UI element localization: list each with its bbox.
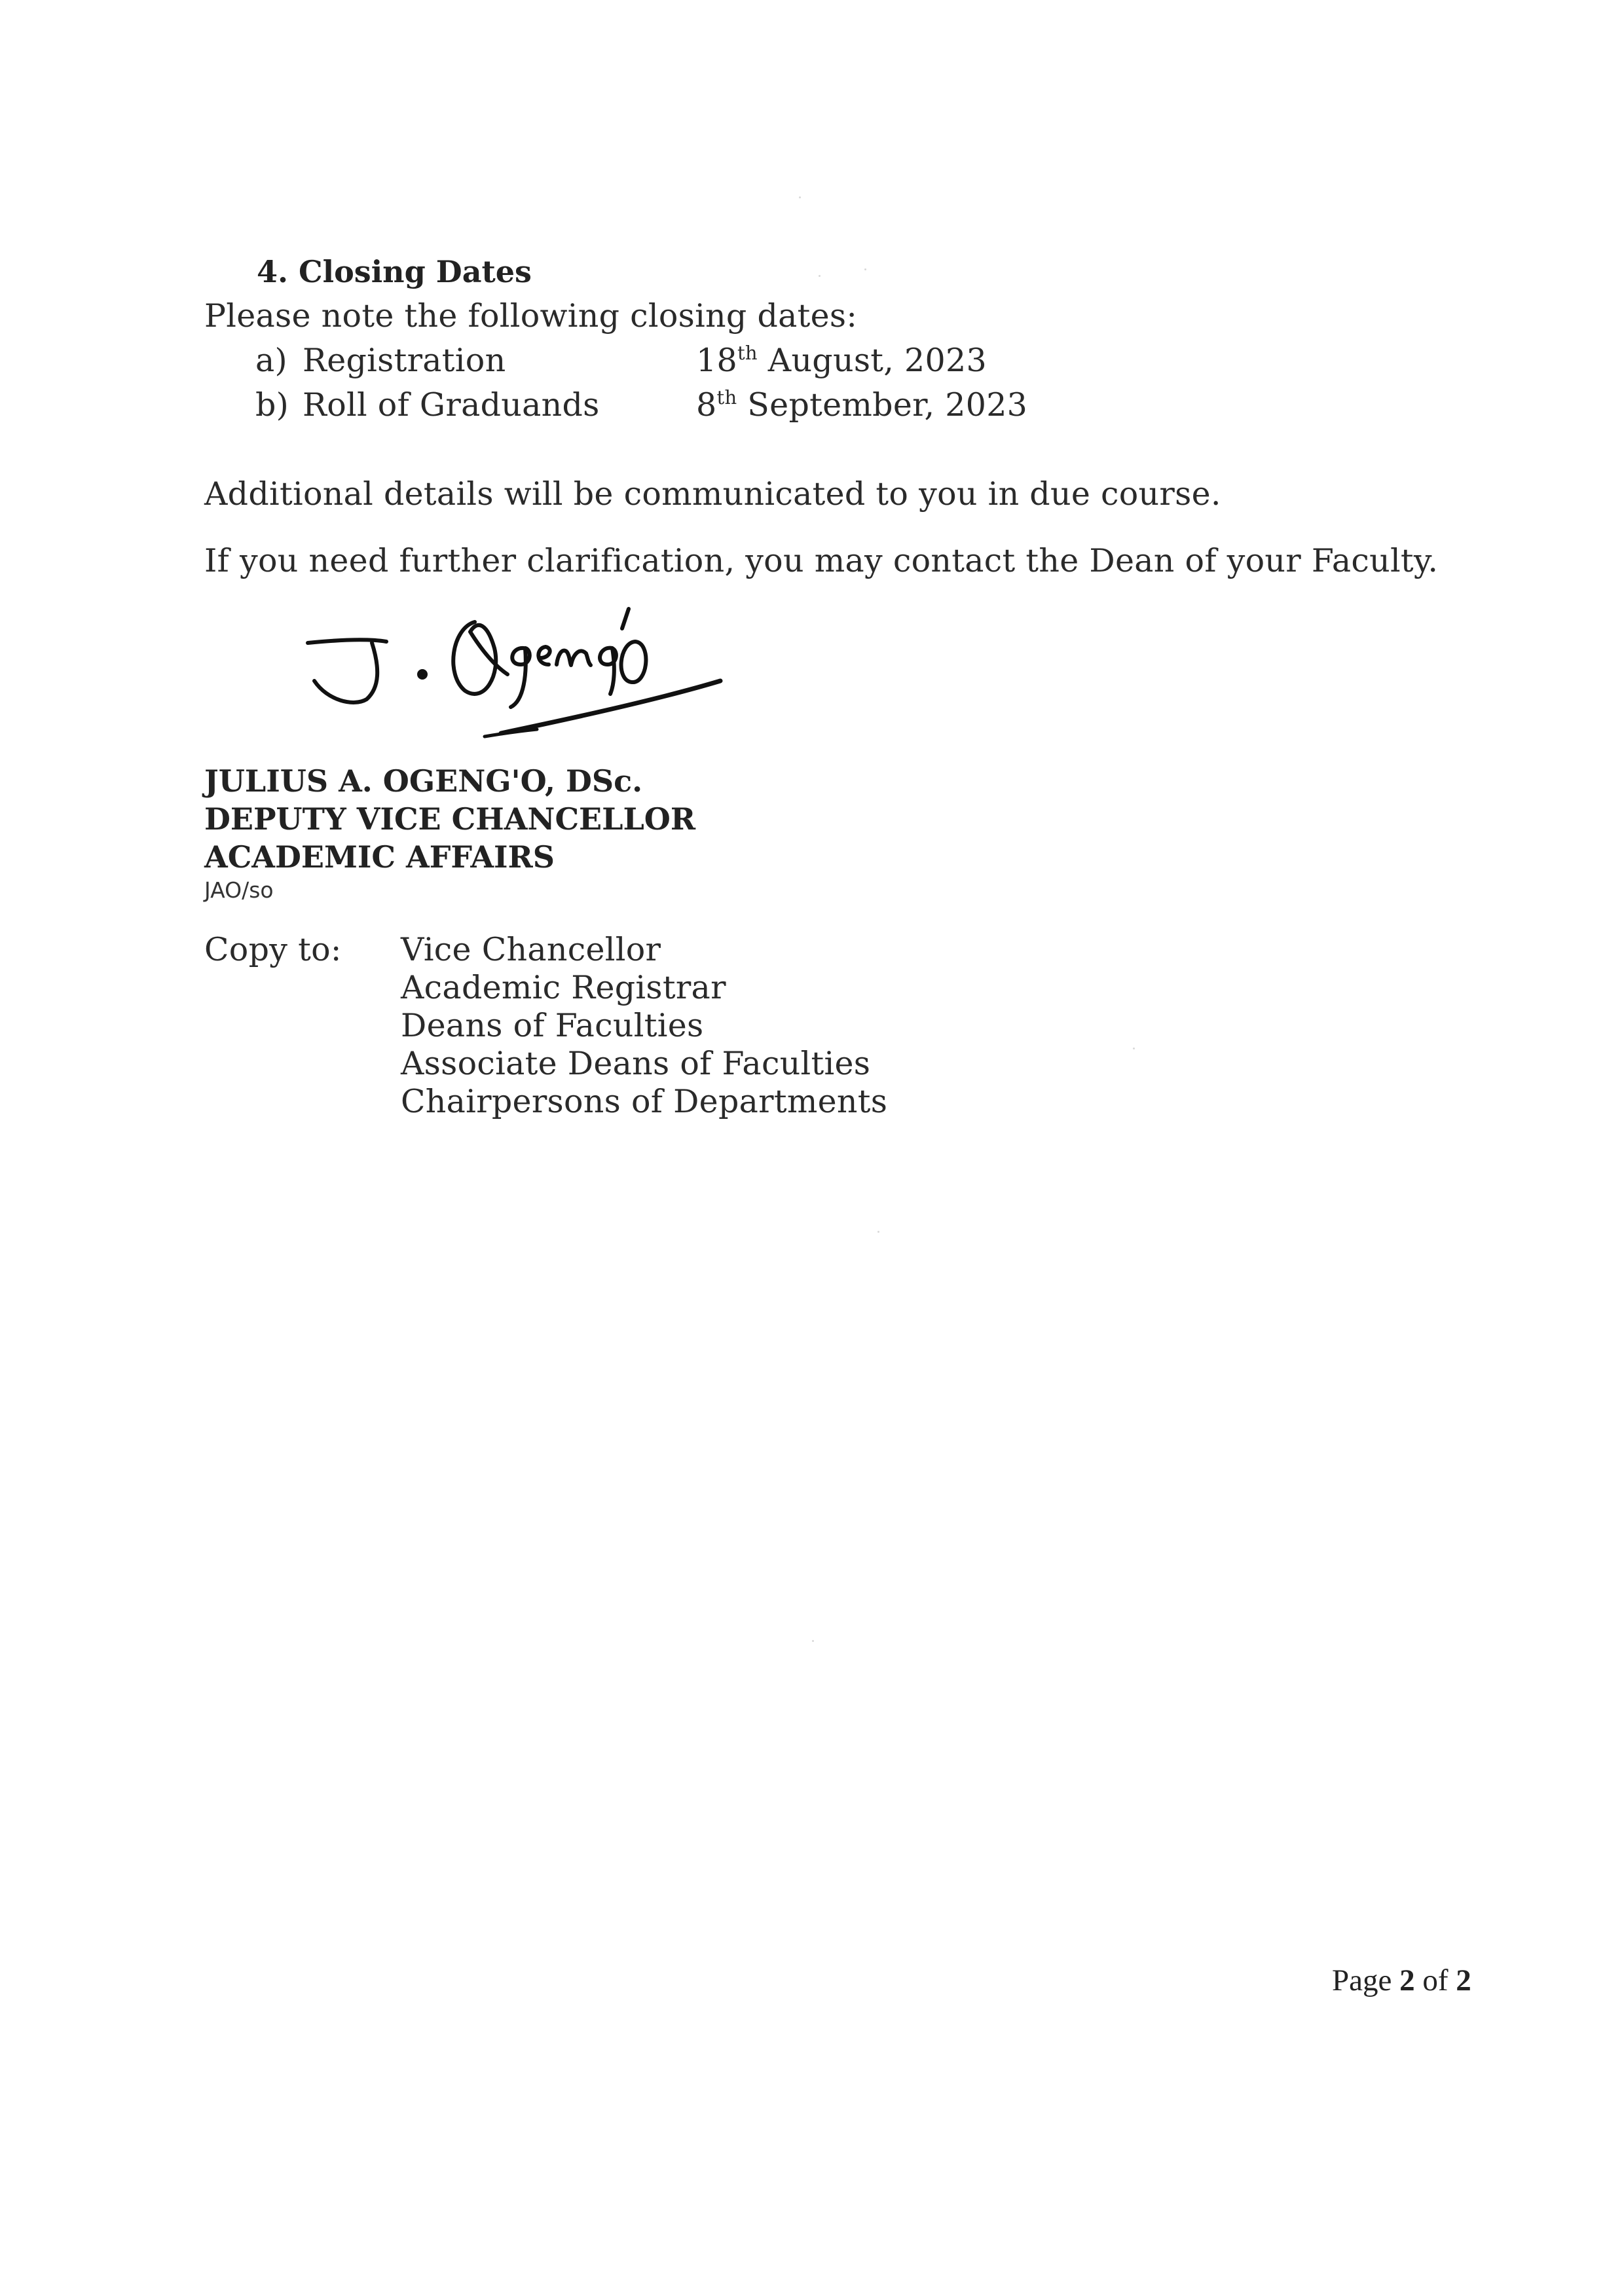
date-day: 18 xyxy=(696,342,737,379)
item-label: Registration xyxy=(303,342,506,379)
scan-speck xyxy=(799,196,801,198)
item-date xyxy=(696,342,987,379)
scan-speck xyxy=(1133,1048,1135,1049)
scan-speck xyxy=(812,1640,814,1642)
total-pages: 2 xyxy=(1456,1963,1471,1997)
reference-initials: JAO/so xyxy=(204,877,274,903)
scan-speck xyxy=(864,268,866,270)
copy-to-label: Copy to: xyxy=(204,931,342,968)
of-word: of xyxy=(1422,1963,1449,1997)
page-word: Page xyxy=(1332,1963,1392,1997)
item-marker: b) xyxy=(255,386,289,424)
date-rest: September, 2023 xyxy=(737,386,1028,424)
list-item: Academic Registrar xyxy=(401,969,726,1006)
item-marker: a) xyxy=(255,342,287,379)
signatory-department: ACADEMIC AFFAIRS xyxy=(204,839,555,875)
item-label: Roll of Graduands xyxy=(303,386,600,424)
list-item: Chairpersons of Departments xyxy=(401,1083,888,1120)
current-page: 2 xyxy=(1399,1963,1415,1997)
list-item: Deans of Faculties xyxy=(401,1007,704,1044)
list-item: Vice Chancellor xyxy=(401,931,661,968)
scan-speck xyxy=(819,275,821,277)
section-heading: 4. Closing Dates xyxy=(257,254,532,289)
signatory-title: DEPUTY VICE CHANCELLOR xyxy=(204,801,696,837)
date-rest: August, 2023 xyxy=(757,342,987,379)
date-day: 8 xyxy=(696,386,717,424)
paragraph-additional-details: Additional details will be communicated to you in due course. xyxy=(204,475,1221,513)
signature-image xyxy=(288,602,747,753)
item-date xyxy=(696,386,1027,424)
page-number xyxy=(1332,1963,1471,1998)
date-suffix: th xyxy=(716,386,737,409)
section-intro: Please note the following closing dates: xyxy=(204,297,858,335)
paragraph-clarification: If you need further clarification, you may contact the Dean of your Faculty. xyxy=(204,542,1439,579)
signatory-name: JULIUS A. OGENG'O, DSc. xyxy=(204,763,643,799)
scan-speck xyxy=(877,1231,879,1233)
list-item: Associate Deans of Faculties xyxy=(401,1045,871,1082)
date-suffix: th xyxy=(737,342,758,364)
